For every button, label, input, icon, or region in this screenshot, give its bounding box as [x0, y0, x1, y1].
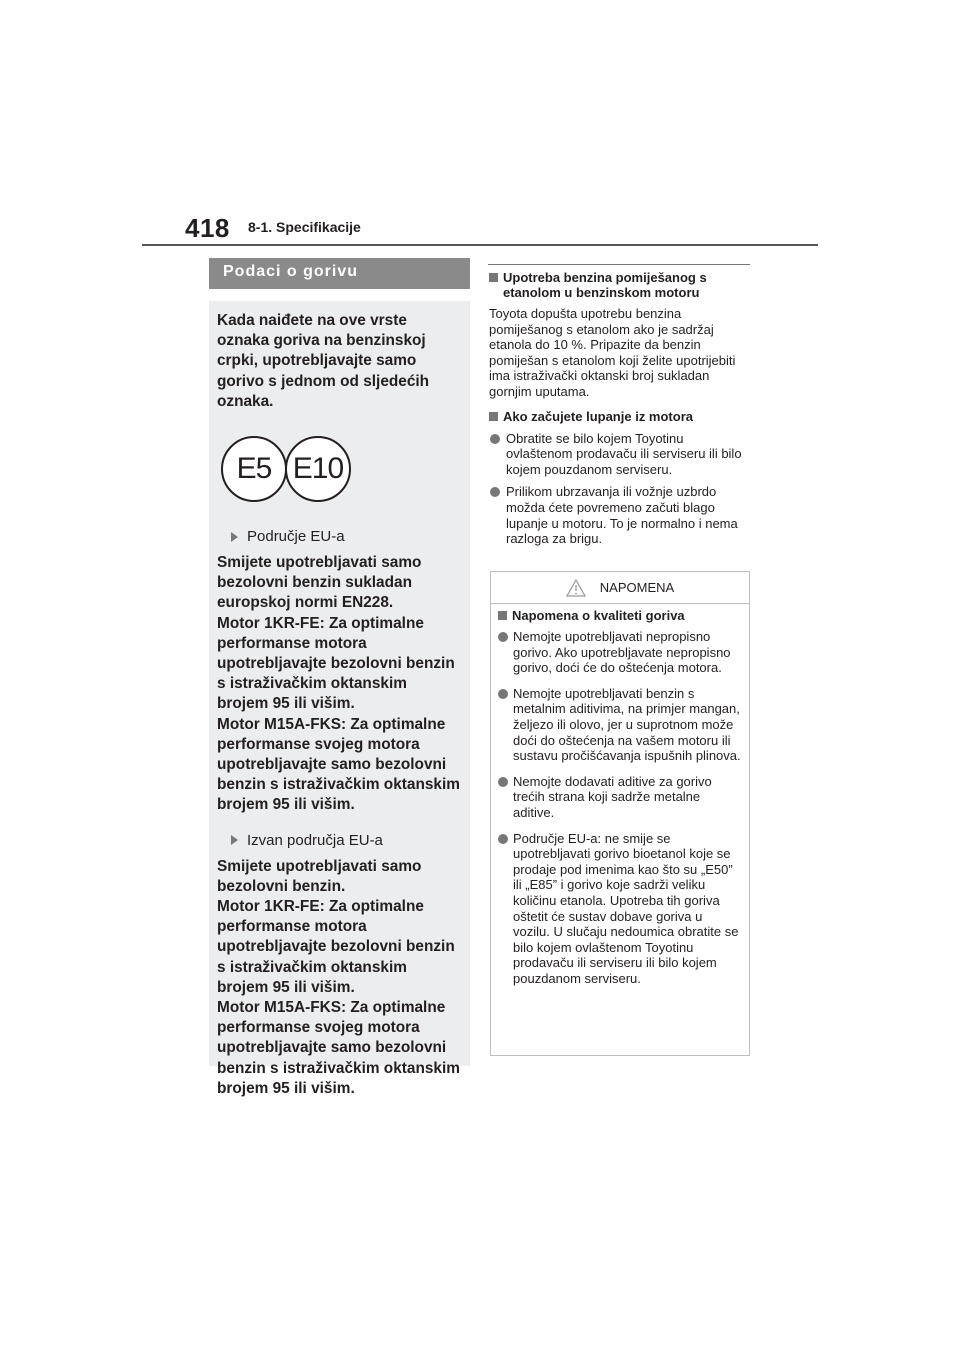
notice-bullet-text: Nemojte dodavati aditive za gorivo trećih strana koji sadrže metalne aditive.: [513, 773, 712, 820]
notice-bullet-4: [498, 831, 741, 987]
ethanol-text: Toyota dopušta upotrebu benzina pomiješanog s etanolom ako je sadržaj etanola do 10 %. Pripazite da benzin pomiješan s etanolom koji želite upotrijebiti ima istraživački oktanski broj sukladan gornjim uputama.: [489, 306, 736, 399]
fuel-info-panel: [209, 258, 470, 1097]
notice-bullet-text: Nemojte upotrebljavati benzin s metalnim aditivima, na primjer mangan, željezo ili olovo, jer u suprotnom može doći do oštećenja na vašem motoru ili sustavu pročišćavanja ispušnih plinova.: [513, 685, 741, 764]
circle-bullet-icon: [490, 487, 500, 497]
eu-text-1: Smijete upotrebljavati samo bezolovni benzin sukladan europskoj normi EN228.: [217, 554, 422, 612]
notice-bullet-text: Područje EU-a: ne smije se upotrebljavati gorivo bioetanol koje se prodaje pod imenima kao što su „E50” ili „E85” i gorivo koje sadrži veliku količinu etanola. Upotreba tih goriva oštetit će sustav dobave goriva u vozilu. U slučaju nedoumica obratite se bilo kojem ovlaštenom Toyotinu prodavaču ili serviseru ili bilo kojem pouzdanom serviseru.: [513, 830, 739, 986]
knock-heading: [489, 409, 751, 424]
knock-bullet-1: [489, 431, 751, 478]
non-eu-text-1: Smijete upotrebljavati samo bezolovni benzin.: [217, 857, 422, 895]
non-eu-text-3: Motor M15A-FKS: Za optimalne performanse svojeg motora upotrebljavajte samo bezolovni benzin s istraživačkim oktanskim brojem 95 ili višim.: [217, 999, 460, 1097]
triangle-bullet-icon: [231, 532, 238, 542]
notice-header: [491, 572, 749, 604]
section-title: 8-1. Specifikacije: [248, 219, 361, 235]
intro-text: Kada naiđete na ove vrste oznaka goriva na benzinskoj crpki, upotrebljavajte samo gorivo s jednom od sljedećih oznaka.: [217, 312, 430, 410]
eu-text-3: Motor M15A-FKS: Za optimalne performanse svojeg motora upotrebljavajte samo bezolovni benzin s istraživačkim oktanskim brojem 95 ili višim.: [217, 715, 460, 814]
fuel-label-e10: E10: [285, 436, 351, 502]
header-divider: [142, 244, 818, 246]
circle-bullet-icon: [498, 689, 508, 699]
circle-bullet-icon: [490, 434, 500, 444]
notice-body: [491, 608, 749, 986]
notice-heading: [498, 608, 741, 623]
non-eu-region-label: Izvan područja EU-a: [247, 831, 383, 849]
knock-heading-text: Ako začujete lupanje iz motora: [503, 408, 693, 424]
notice-bullet-text: Nemojte upotrebljavati nepropisno gorivo. Ako upotrebljavate nepropisno gorivo, doći će do oštećenja motora.: [513, 629, 731, 676]
circle-bullet-icon: [498, 777, 508, 787]
square-bullet-icon: [498, 611, 507, 620]
circle-bullet-icon: [498, 632, 508, 642]
right-column: [489, 265, 751, 547]
knock-bullet-2: [489, 484, 751, 546]
triangle-bullet-icon: [231, 835, 238, 845]
square-bullet-icon: [489, 273, 498, 282]
warning-triangle-icon: [566, 579, 586, 597]
panel-body: [209, 301, 470, 1097]
circle-bullet-icon: [498, 834, 508, 844]
notice-box: [490, 571, 750, 1056]
eu-text-2: Motor 1KR-FE: Za optimalne performanse motora upotrebljavajte bezolovni benzin s istraživačkim oktanskim brojem 95 ili višim.: [217, 614, 455, 713]
eu-region-label: Područje EU-a: [247, 528, 345, 546]
square-bullet-icon: [489, 412, 498, 421]
notice-bullet-3: [498, 774, 741, 821]
panel-title: Podaci o gorivu: [209, 258, 470, 289]
non-eu-text-2: Motor 1KR-FE: Za optimalne performanse motora upotrebljavajte bezolovni benzin s istraživačkim oktanskim brojem 95 ili višim.: [217, 898, 455, 996]
ethanol-heading-text: Upotreba benzina pomiješanog s etanolom u benzinskom motoru: [503, 270, 707, 300]
eu-region-heading: [231, 528, 462, 545]
fuel-labels: [221, 436, 462, 504]
notice-bullet-2: [498, 686, 741, 764]
non-eu-region-heading: [231, 832, 462, 849]
notice-bullet-1: [498, 629, 741, 676]
knock-bullet-text: Obratite se bilo kojem Toyotinu ovlaštenom prodavaču ili serviseru ili bilo kojem pouzdanom serviseru.: [506, 430, 742, 477]
ethanol-heading: [489, 270, 751, 300]
page-number: 418: [185, 213, 230, 243]
knock-bullet-text: Prilikom ubrzavanja ili vožnje uzbrdo možda ćete povremeno začuti blago lupanje u motoru. To je normalno i nema razloga za brigu.: [506, 484, 738, 547]
notice-title: NAPOMENA: [599, 580, 675, 595]
fuel-label-e5: E5: [221, 436, 287, 502]
notice-heading-text: Napomena o kvaliteti goriva: [512, 608, 685, 623]
